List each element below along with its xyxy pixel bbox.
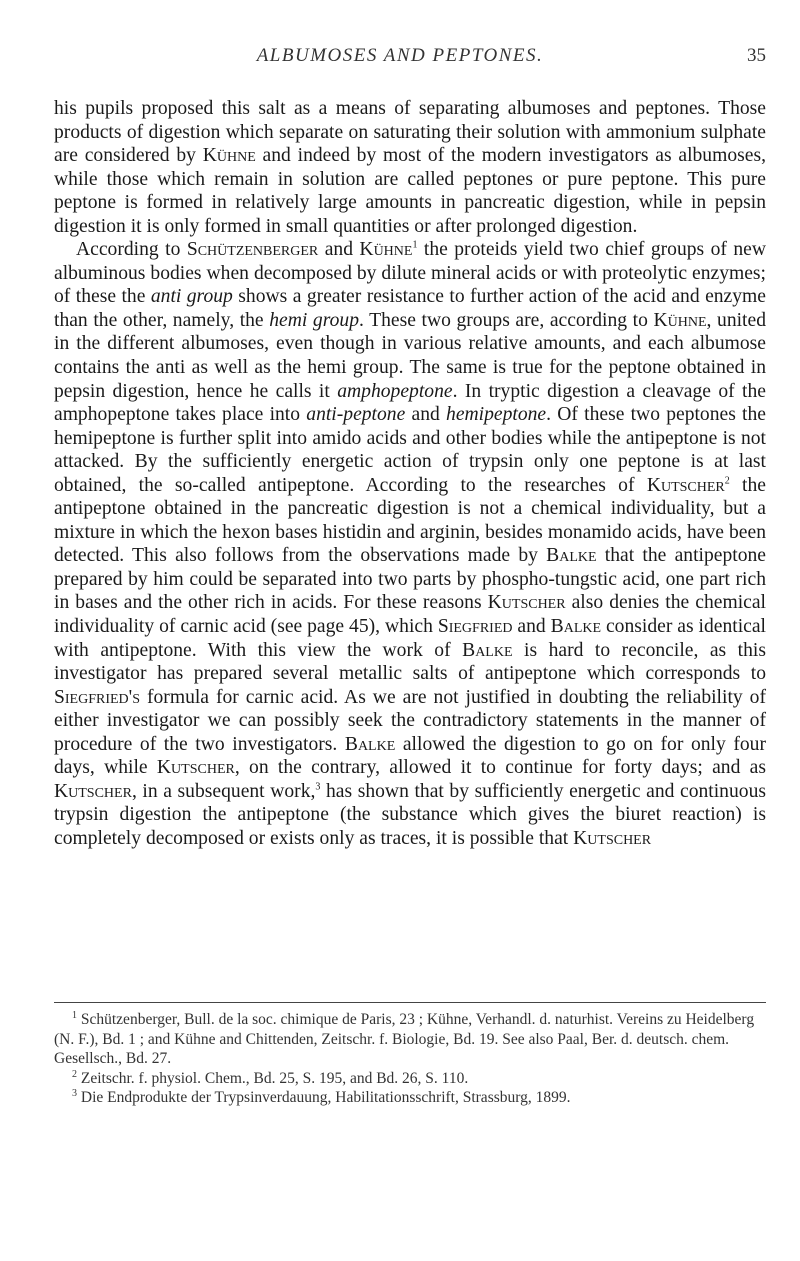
author-name: Kutscher	[54, 780, 132, 802]
author-name: Balke	[550, 616, 602, 638]
author-name: Schützenberger	[186, 239, 319, 261]
term: amphopeptone	[337, 380, 453, 402]
author-name: Kühne	[359, 239, 413, 261]
term: anti group	[150, 286, 233, 308]
footnote-1: $^1$ Schützenberger, Bull. de la soc. chimique de Paris, 23 ; Kühne, Verhandl. d. naturhist. Vereins zu Heidelberg (N. F.), Bd. 1 ; and Kühne and Chittenden, Zeitschr. f. Biologie, Bd. 19. See also Paal, Ber. d. deutsch. chem. Gesellsch., Bd. 27.	[54, 1009, 755, 1067]
footnote-divider	[54, 1002, 766, 1003]
term: hemi group	[269, 309, 359, 331]
footnotes	[54, 1010, 766, 1108]
running-head: ALBUMOSES AND PEPTONES.	[256, 45, 544, 66]
footnote-ref: 1	[412, 239, 418, 251]
author-name: Kühne	[653, 309, 707, 331]
footnote-ref: 2	[724, 475, 730, 487]
author-name: Kühne	[202, 145, 256, 167]
author-name: Kutscher	[156, 757, 235, 779]
author-name: Kutscher	[573, 827, 652, 849]
term: anti-peptone	[306, 404, 406, 426]
author-name: Siegfried	[437, 616, 513, 638]
footnote-3: $^3$ Die Endprodukte der Trypsinverdauung, Habilitationsschrift, Strassburg, 1899.	[72, 1087, 571, 1106]
body-text	[54, 97, 766, 851]
footnote-2: $^2$ Zeitschr. f. physiol. Chem., Bd. 25, S. 195, and Bd. 26, S. 110.	[72, 1068, 469, 1087]
author-name: Balke	[462, 639, 513, 661]
paragraph-continuation: his pupils proposed this salt as a means of separating albumoses and peptones. Those products of digestion which separate on saturating their solution with ammonium sulphate are considered by Kühne and indeed by most of the modern investigators as albumoses, while those which remain in solution are called peptones or pure peptone. This pure peptone is formed in relatively large amounts in pancreatic digestion, while in pepsin digestion it is only formed in small quantities or after prolonged digestion.	[54, 98, 766, 237]
footnote-ref: 3	[315, 781, 321, 793]
author-name: Siegfried's	[54, 686, 140, 708]
paragraph-proteid-groups: According to Schützenberger and Kühne$^1$ the proteids yield two chief groups of new albuminous bodies when decomposed by dilute mineral acids or with proteolytic enzymes; of these the anti group shows a greater resistance to further action of the acid and enzyme than the other, namely, the hemi group. These two groups are, according to Kühne, united in the different albumoses, even though in various relative amounts, and each albumose contains the anti as well as the hemi group. The same is true for the peptone obtained in pepsin digestion, hence he calls it amphopeptone. In tryptic digestion a cleavage of the amphopeptone takes place into anti-peptone and hemipeptone. Of these two peptones the hemipeptone is further split into amido acids and other bodies while the antipeptone is not attacked. By the sufficiently energetic action of trypsin only one peptone is at last obtained, the so-called antipeptone. According to the researches of Kutscher$^2$ the antipeptone obtained in the pancreatic digestion is not a chemical individuality, but a mixture in which the hexon bases histidin and arginin, besides monamido acids, have been detected. This also follows from the observations made by Balke that the antipeptone prepared by him could be separated into two parts by phospho-tungstic acid, one part rich in bases and the other rich in acids. For these reasons Kutscher also denies the chemical individuality of carnic acid (see page 45), which Siegfried and Balke consider as identical with antipeptone. With this view the work of Balke is hard to reconcile, as this investigator has prepared several metallic salts of antipeptone which corresponds to Siegfried's formula for carnic acid. As we are not justified in doubting the reliability of either investigator we can possibly seek the contradictory statements in the manner of procedure of the two investigators. Balke allowed the digestion to go on for only four days, while Kutscher, on the contrary, allowed it to continue for forty days; and as Kutscher, in a subsequent work,$^3$ has shown that by sufficiently energetic and continuous trypsin digestion the antipeptone (the substance which gives the biuret reaction) is completely decomposed or exists only as traces, it is possible that Kutscher	[54, 239, 766, 849]
page-number: 35	[747, 45, 766, 66]
term: hemipeptone	[446, 404, 547, 426]
author-name: Balke	[546, 545, 597, 567]
author-name: Balke	[344, 733, 396, 755]
author-name: Kutscher	[646, 474, 725, 496]
page-header	[0, 45, 800, 75]
author-name: Kutscher	[487, 592, 566, 614]
